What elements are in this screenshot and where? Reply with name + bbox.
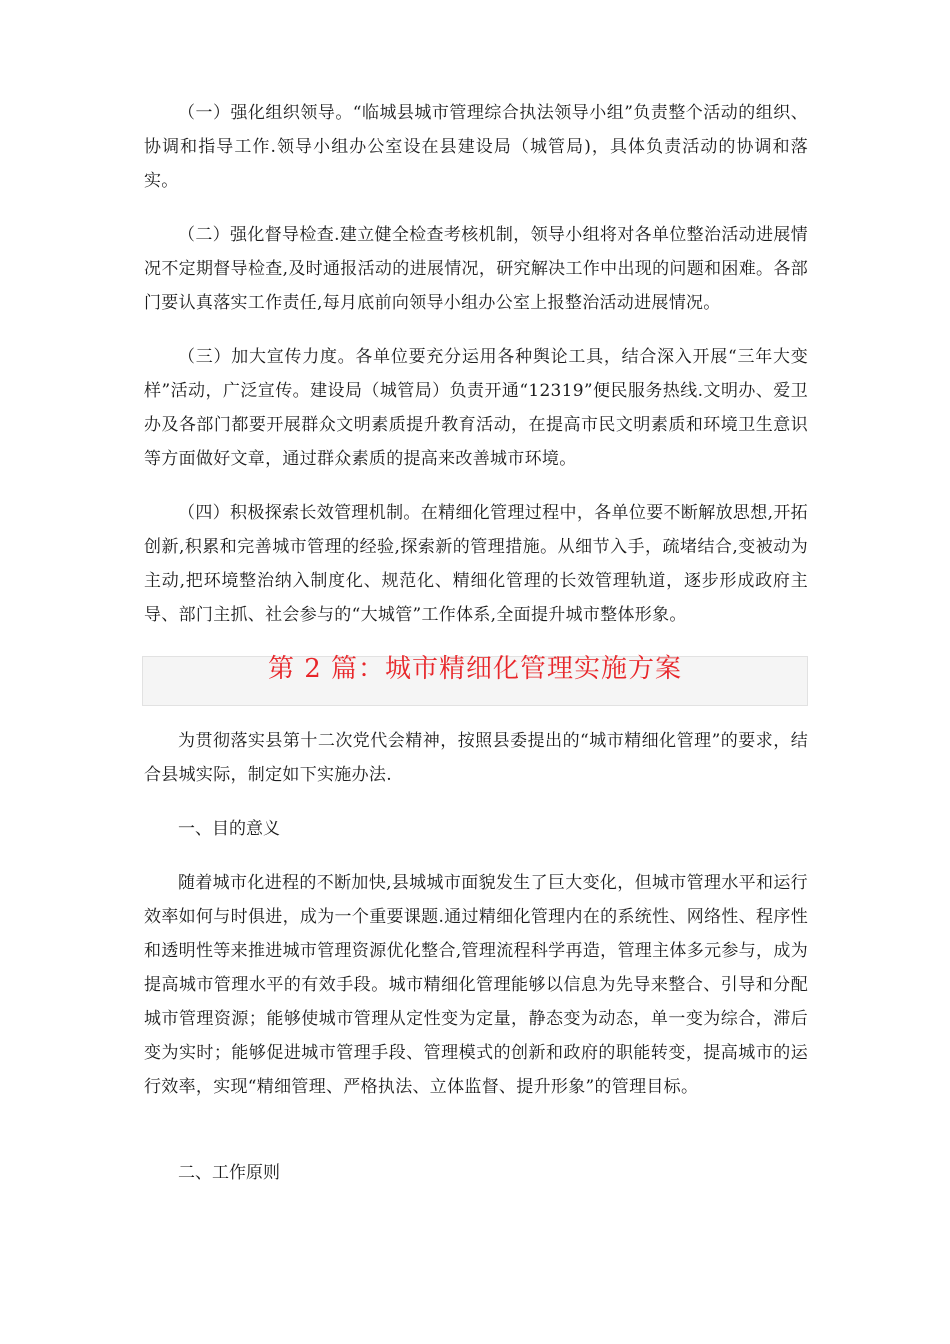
section-title-purpose: 一、目的意义 [178,819,280,839]
section-title-principles: 二、工作原则 [178,1163,280,1183]
article-heading-box [142,656,808,706]
paragraph-supervision-inspection: （二）强化督导检查.建立健全检查考核机制，领导小组将对各单位整治活动进展情况不定期督导检查,及时通报活动的进展情况，研究解决工作中出现的问题和困难。各部门要认真落实工作责任,每月底前向领导小组办公室上报整治活动进展情况。 [144,225,808,313]
paragraph-purpose-body: 随着城市化进程的不断加快,县城城市面貌发生了巨大变化，但城市管理水平和运行效率如何与时俱进，成为一个重要课题.通过精细化管理内在的系统性、网络性、程序性和透明性等来推进城市管理资源优化整合,管理流程科学再造，管理主体多元参与，成为提高城市管理水平的有效手段。城市精细化管理能够以信息为先导来整合、引导和分配城市管理资源；能够使城市管理从定性变为定量，静态变为动态，单一变为综合，滞后变为实时；能够促进城市管理手段、管理模式的创新和政府的职能转变，提高城市的运行效率，实现“精细管理、严格执法、立体监督、提升形象”的管理目标。 [144,873,808,1097]
paragraph-publicity: （三）加大宣传力度。各单位要充分运用各种舆论工具，结合深入开展“三年大变样”活动，广泛宣传。建设局（城管局）负责开通“12319”便民服务热线.文明办、爱卫办及各部门都要开展群众文明素质提升教育活动，在提高市民文明素质和环境卫生意识等方面做好文章，通过群众素质的提高来改善城市环境。 [144,347,808,469]
article-heading: 第 2 篇：城市精细化管理实施方案 [267,654,683,684]
paragraph-organization-leadership: （一）强化组织领导。“临城县城市管理综合执法领导小组”负责整个活动的组织、协调和指导工作.领导小组办公室设在县建设局（城管局)，具体负责活动的协调和落实。 [144,103,808,191]
paragraph-long-term-mechanism: （四）积极探索长效管理机制。在精细化管理过程中，各单位要不断解放思想,开拓创新,积累和完善城市管理的经验,探索新的管理措施。从细节入手，疏堵结合,变被动为主动,把环境整治纳入制度化、规范化、精细化管理的长效管理轨道，逐步形成政府主导、部门主抓、社会参与的“大城管”工作体系,全面提升城市整体形象。 [144,503,808,625]
paragraph-intro: 为贯彻落实县第十二次党代会精神，按照县委提出的“城市精细化管理”的要求，结合县城实际，制定如下实施办法. [144,731,808,785]
